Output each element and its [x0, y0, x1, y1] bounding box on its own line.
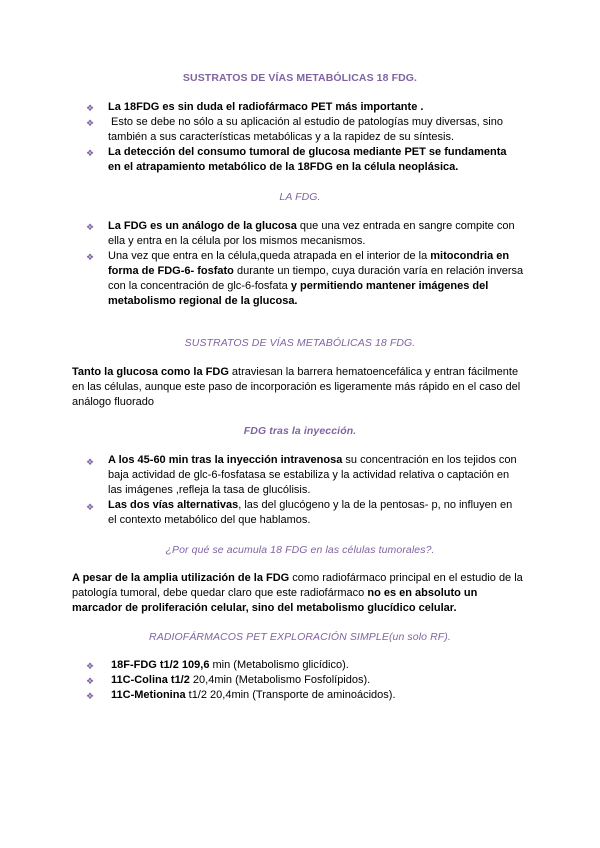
heading-fdg-inyeccion: FDG tras la inyección.	[243, 425, 357, 437]
paragraph-line: análogo fluorado	[72, 396, 154, 408]
bullet-text-cont: con la concentración de glc-6-fosfata y permitiendo mantener imágenes del	[108, 280, 489, 292]
paragraph-line: en las células, aunque este paso de incorporación es ligeramente más rápido en el caso del	[72, 381, 521, 393]
diamond-bullet-icon: ❖	[86, 148, 95, 158]
bullet-text-cont: también a sus características metabólicas y a la rapidez de su síntesis.	[108, 131, 455, 143]
diamond-bullet-icon: ❖	[86, 457, 95, 467]
bullet-text: A los 45-60 min tras la inyección intravenosa su concentración en los tejidos con	[108, 454, 517, 466]
bullet-text-cont: baja actividad de glc-6-fosfatasa se estabiliza y la actividad relativa o captación en	[108, 469, 510, 481]
heading-sustratos-1: SUSTRATOS DE VÍAS METABÓLICAS 18 FDG.	[182, 72, 418, 84]
diamond-bullet-icon: ❖	[86, 103, 95, 113]
bullet-text: 18F-FDG t1/2 109,6 min (Metabolismo glicídico).	[111, 659, 349, 671]
paragraph-line: Tanto la glucosa como la FDG atraviesan la barrera hematoencefálica y entran fácilmente	[72, 366, 519, 378]
bullet-text: Una vez que entra en la célula,queda atrapada en el interior de la mitocondria en	[108, 250, 510, 262]
bullet-text: Esto se debe no sólo a su aplicación al estudio de patologías muy diversas, sino	[111, 116, 503, 128]
diamond-bullet-icon: ❖	[86, 502, 95, 512]
bullet-text: 11C-Metionina t1/2 20,4min (Transporte de aminoácidos).	[111, 689, 396, 701]
bullet-text: Las dos vías alternativas, las del glucógeno y la de la pentosas- p, no influyen en	[108, 499, 513, 511]
heading-la-fdg: LA FDG.	[279, 191, 321, 203]
diamond-bullet-icon: ❖	[86, 252, 95, 262]
diamond-bullet-icon: ❖	[86, 118, 95, 128]
bullet-text-cont: el contexto metabólico del que hablamos.	[108, 514, 311, 526]
heading-radiofarmacos: RADIOFÁRMACOS PET EXPLORACIÓN SIMPLE(un solo RF).	[149, 631, 451, 643]
bullet-text: La FDG es un análogo de la glucosa que una vez entrada en sangre compite con	[108, 220, 515, 232]
paragraph-line: marcador de proliferación celular, sino del metabolismo glucídico celular.	[72, 602, 457, 614]
bullet-text-cont: en el atrapamiento metabólico de la 18FDG en la célula neoplásica.	[108, 161, 459, 173]
heading-sustratos-2: SUSTRATOS DE VÍAS METABÓLICAS 18 FDG.	[184, 337, 416, 349]
bullet-text-cont: las imágenes ,refleja la tasa de glucólisis.	[108, 484, 311, 496]
heading-por-que: ¿Por qué se acumula 18 FDG en las células tumorales?.	[165, 544, 435, 556]
diamond-bullet-icon: ❖	[86, 691, 95, 701]
bullet-text: La 18FDG es sin duda el radiofármaco PET más importante .	[108, 101, 424, 113]
bullet-text-cont: metabolismo regional de la glucosa.	[108, 295, 298, 307]
diamond-bullet-icon: ❖	[86, 661, 95, 671]
bullet-text-cont: ella y entra en la célula por los mismos mecanismos.	[108, 235, 366, 247]
bullet-text-cont: forma de FDG-6- fosfato durante un tiempo, cuya duración varía en relación inversa	[108, 265, 524, 277]
bullet-text: 11C-Colina t1/2 20,4min (Metabolismo Fosfolípidos).	[111, 674, 371, 686]
diamond-bullet-icon: ❖	[86, 222, 95, 232]
paragraph-line: patología tumoral, debe quedar claro que este radiofármaco no es en absoluto un	[72, 587, 478, 599]
bullet-text: La detección del consumo tumoral de glucosa mediante PET se fundamenta	[108, 146, 507, 158]
diamond-bullet-icon: ❖	[86, 676, 95, 686]
paragraph-line: A pesar de la amplia utilización de la FDG como radiofármaco principal en el estudio de la	[72, 572, 523, 584]
